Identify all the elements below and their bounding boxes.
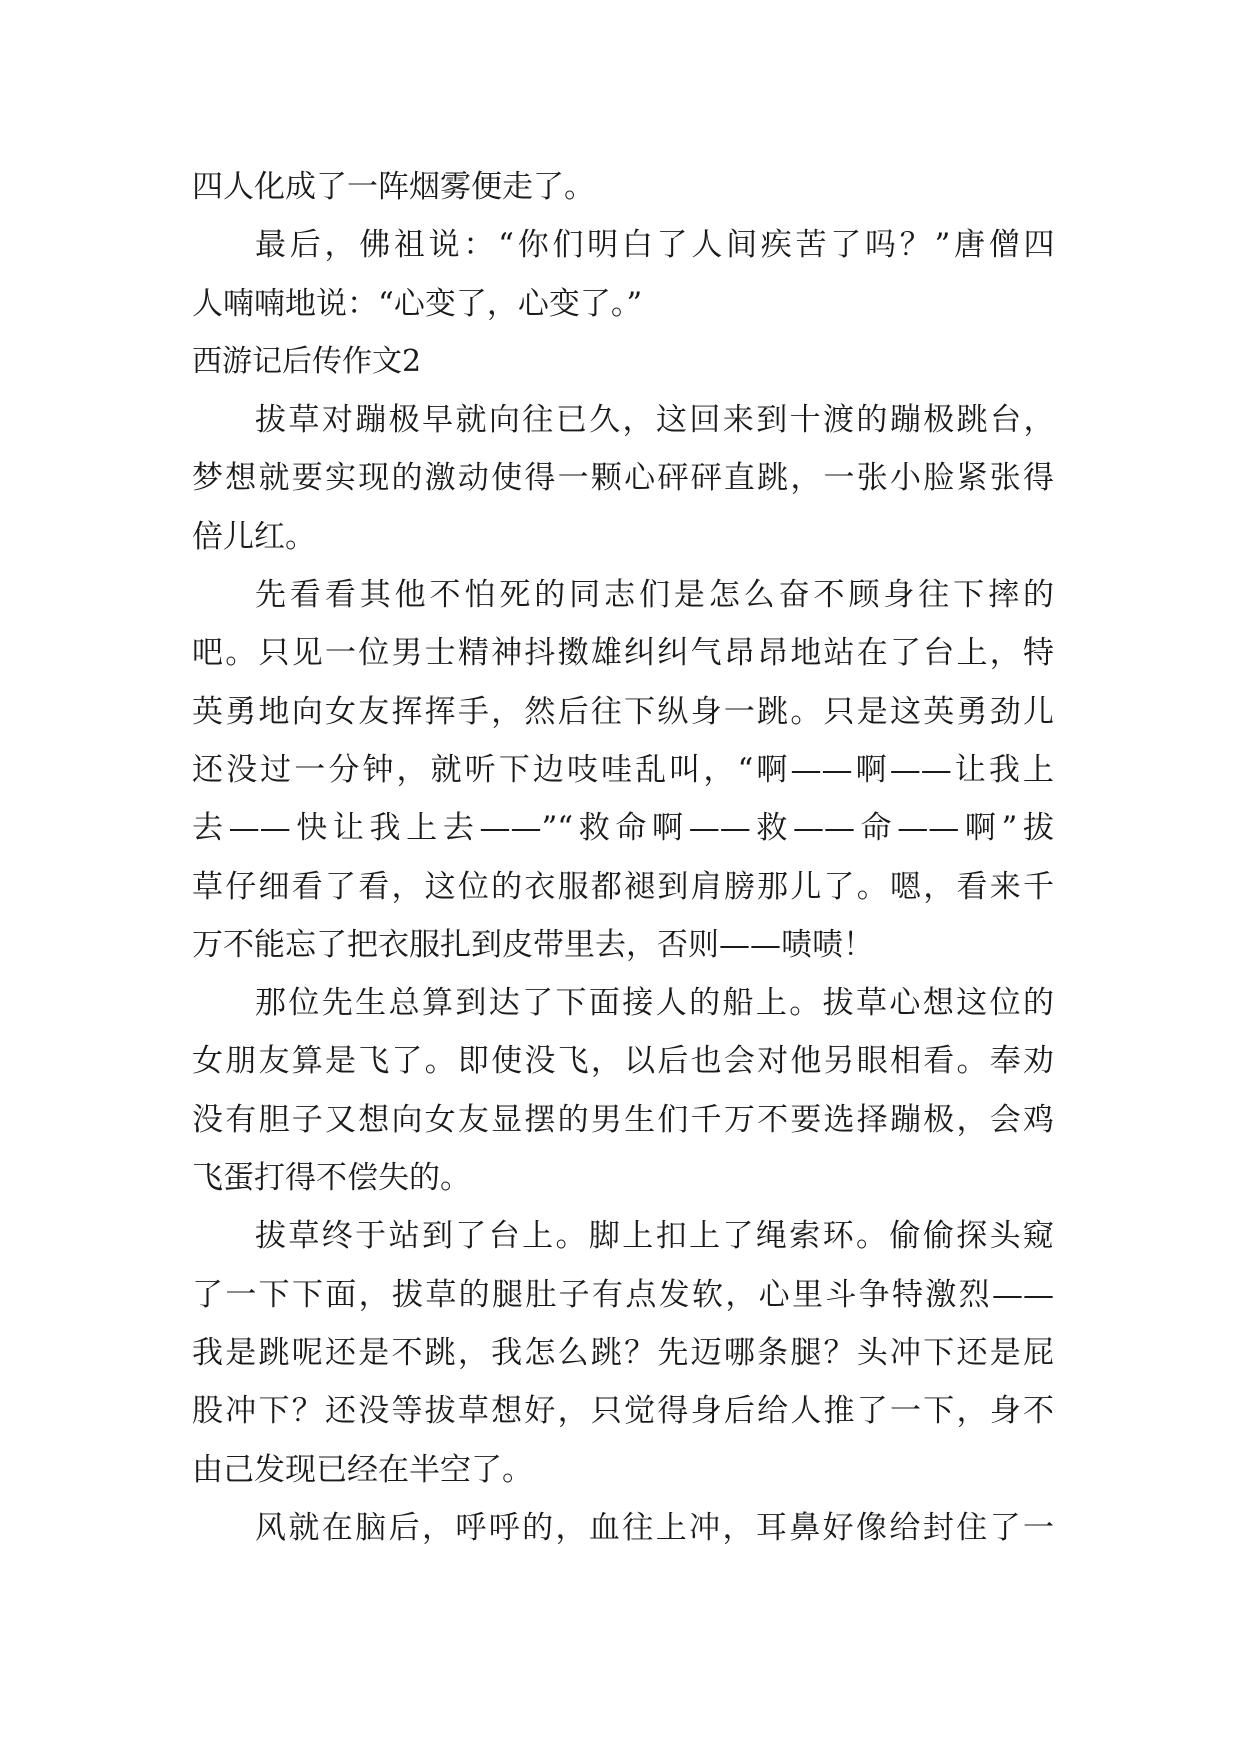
text-line: 去——快让我上去——”“救命啊——救——命——啊”拔 [192,810,1054,847]
text-line: 风就在脑后，呼呼的，血往上冲，耳鼻好像给封住了一 [255,1509,1054,1546]
text-line: 倍儿红。 [192,518,316,555]
text-line: 梦想就要实现的激动使得一颗心砰砰直跳，一张小脸紧张得 [192,460,1054,497]
text-line: 四人化成了一阵烟雾便走了。 [192,169,595,205]
text-line: 吧。只见一位男士精神抖擞雄纠纠气昂昂地站在了台上，特 [192,635,1054,672]
text-line: 英勇地向女友挥挥手，然后往下纵身一跳。只是这英勇劲儿 [192,693,1054,730]
body-text [192,158,1054,1557]
text-line: 了一下下面，拔草的腿肚子有点发软，心里斗争特激烈—— [192,1276,1054,1313]
text-line: 人喃喃地说：“心变了，心变了。” [192,285,643,322]
text-line: 女朋友算是飞了。即使没飞，以后也会对他另眼相看。奉劝 [192,1043,1054,1080]
text-line: 还没过一分钟，就听下边吱哇乱叫，“啊——啊——让我上 [192,751,1054,788]
text-line: 拔草终于站到了台上。脚上扣上了绳索环。偷偷探头窥 [255,1218,1054,1255]
text-line: 我是跳呢还是不跳，我怎么跳？先迈哪条腿？头冲下还是屁 [192,1334,1054,1371]
text-line: 拔草对蹦极早就向往已久，这回来到十渡的蹦极跳台， [255,402,1054,439]
text-line: 股冲下？还没等拔草想好，只觉得身后给人推了一下，身不 [192,1393,1054,1430]
text-line: 万不能忘了把衣服扎到皮带里去，否则——啧啧！ [192,926,874,963]
section-heading: 西游记后传作文2 [192,343,422,379]
text-line: 先看看其他不怕死的同志们是怎么奋不顾身往下摔的 [255,577,1054,614]
text-line: 草仔细看了看，这位的衣服都褪到肩膀那儿了。嗯，看来千 [192,868,1054,905]
text-line: 没有胆子又想向女友显摆的男生们千万不要选择蹦极，会鸡 [192,1101,1054,1138]
text-line: 那位先生总算到达了下面接人的船上。拔草心想这位的 [255,985,1054,1022]
text-line: 由己发现已经在半空了。 [192,1451,533,1488]
text-line: 飞蛋打得不偿失的。 [192,1160,471,1197]
text-line: 最后，佛祖说：“你们明白了人间疾苦了吗？”唐僧四 [255,227,1054,264]
